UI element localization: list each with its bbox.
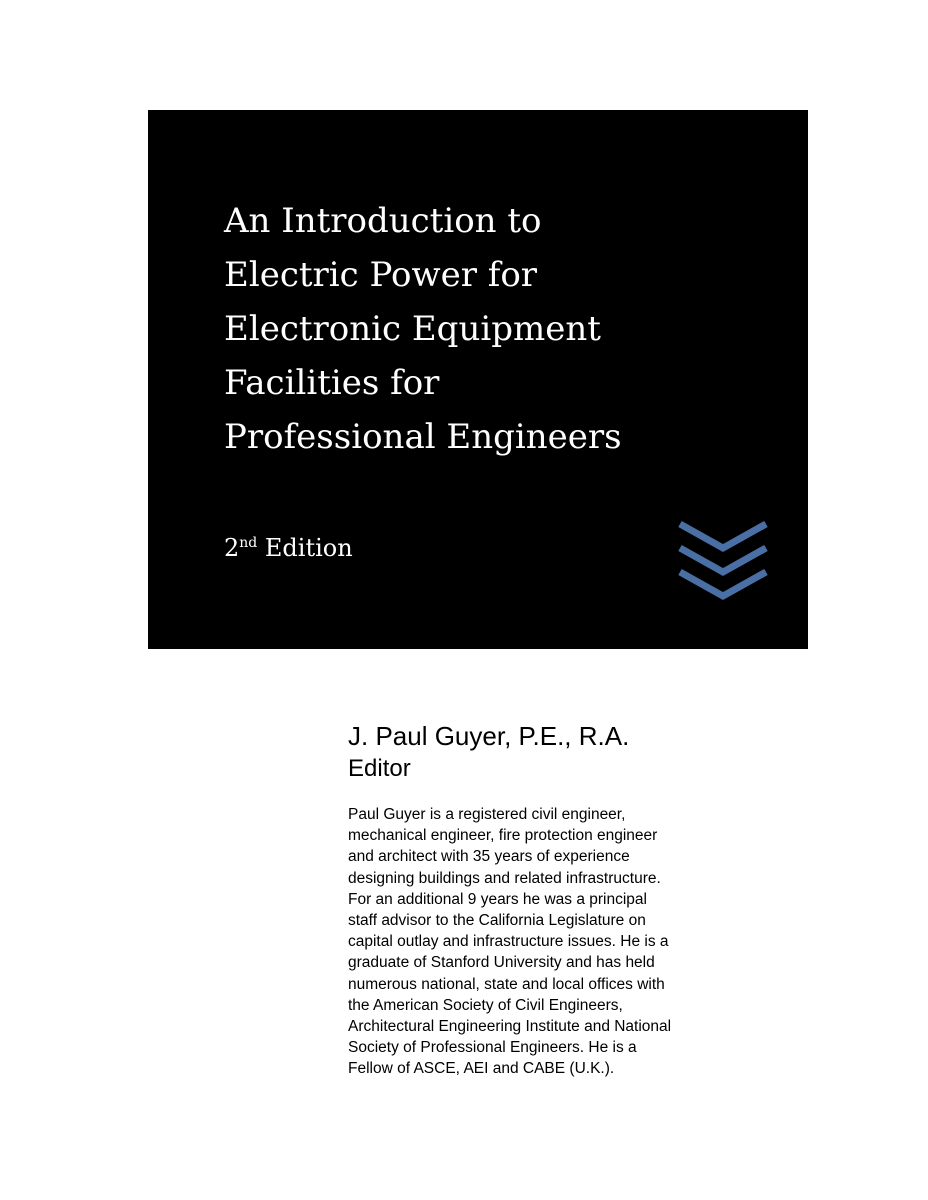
author-name: J. Paul Guyer, P.E., R.A. (348, 721, 630, 751)
edition-suffix: nd (239, 535, 258, 551)
bio-line: Fellow of ASCE, AEI and CABE (U.K.). (348, 1060, 615, 1078)
title-line: Professional Engineers (224, 417, 622, 457)
edition-label (224, 528, 353, 563)
chevron-1 (680, 524, 766, 548)
title-line: Facilities for (224, 363, 440, 403)
bio-line: designing buildings and related infrastructure. (348, 869, 661, 887)
author-bio (348, 804, 748, 1080)
cover-panel (148, 110, 808, 649)
bio-line: Society of Professional Engineers. He is a (348, 1039, 637, 1057)
title-line: Electronic Equipment (224, 309, 601, 349)
edition-number: 2 (224, 534, 240, 562)
edition-text: Edition (257, 534, 353, 562)
title-line: An Introduction to (224, 201, 542, 241)
bio-line: the American Society of Civil Engineers, (348, 996, 623, 1014)
title-line: Electric Power for (224, 255, 538, 295)
bio-line: Paul Guyer is a registered civil engineer, (348, 806, 626, 823)
bio-line: numerous national, state and local offices with (348, 975, 665, 993)
author-role: Editor (348, 755, 411, 782)
bio-line: Architectural Engineering Institute and National (348, 1018, 672, 1036)
book-title (224, 194, 794, 464)
bio-line: mechanical engineer, fire protection engineer (348, 827, 658, 845)
triple-chevron-down-icon (678, 518, 768, 602)
bio-line: and architect with 35 years of experience (348, 848, 630, 866)
bio-line: For an additional 9 years he was a principal (348, 890, 647, 908)
bio-line: capital outlay and infrastructure issues. He is a (348, 933, 669, 951)
bio-line: staff advisor to the California Legislature on (348, 912, 646, 930)
bio-line: graduate of Stanford University and has held (348, 954, 655, 972)
